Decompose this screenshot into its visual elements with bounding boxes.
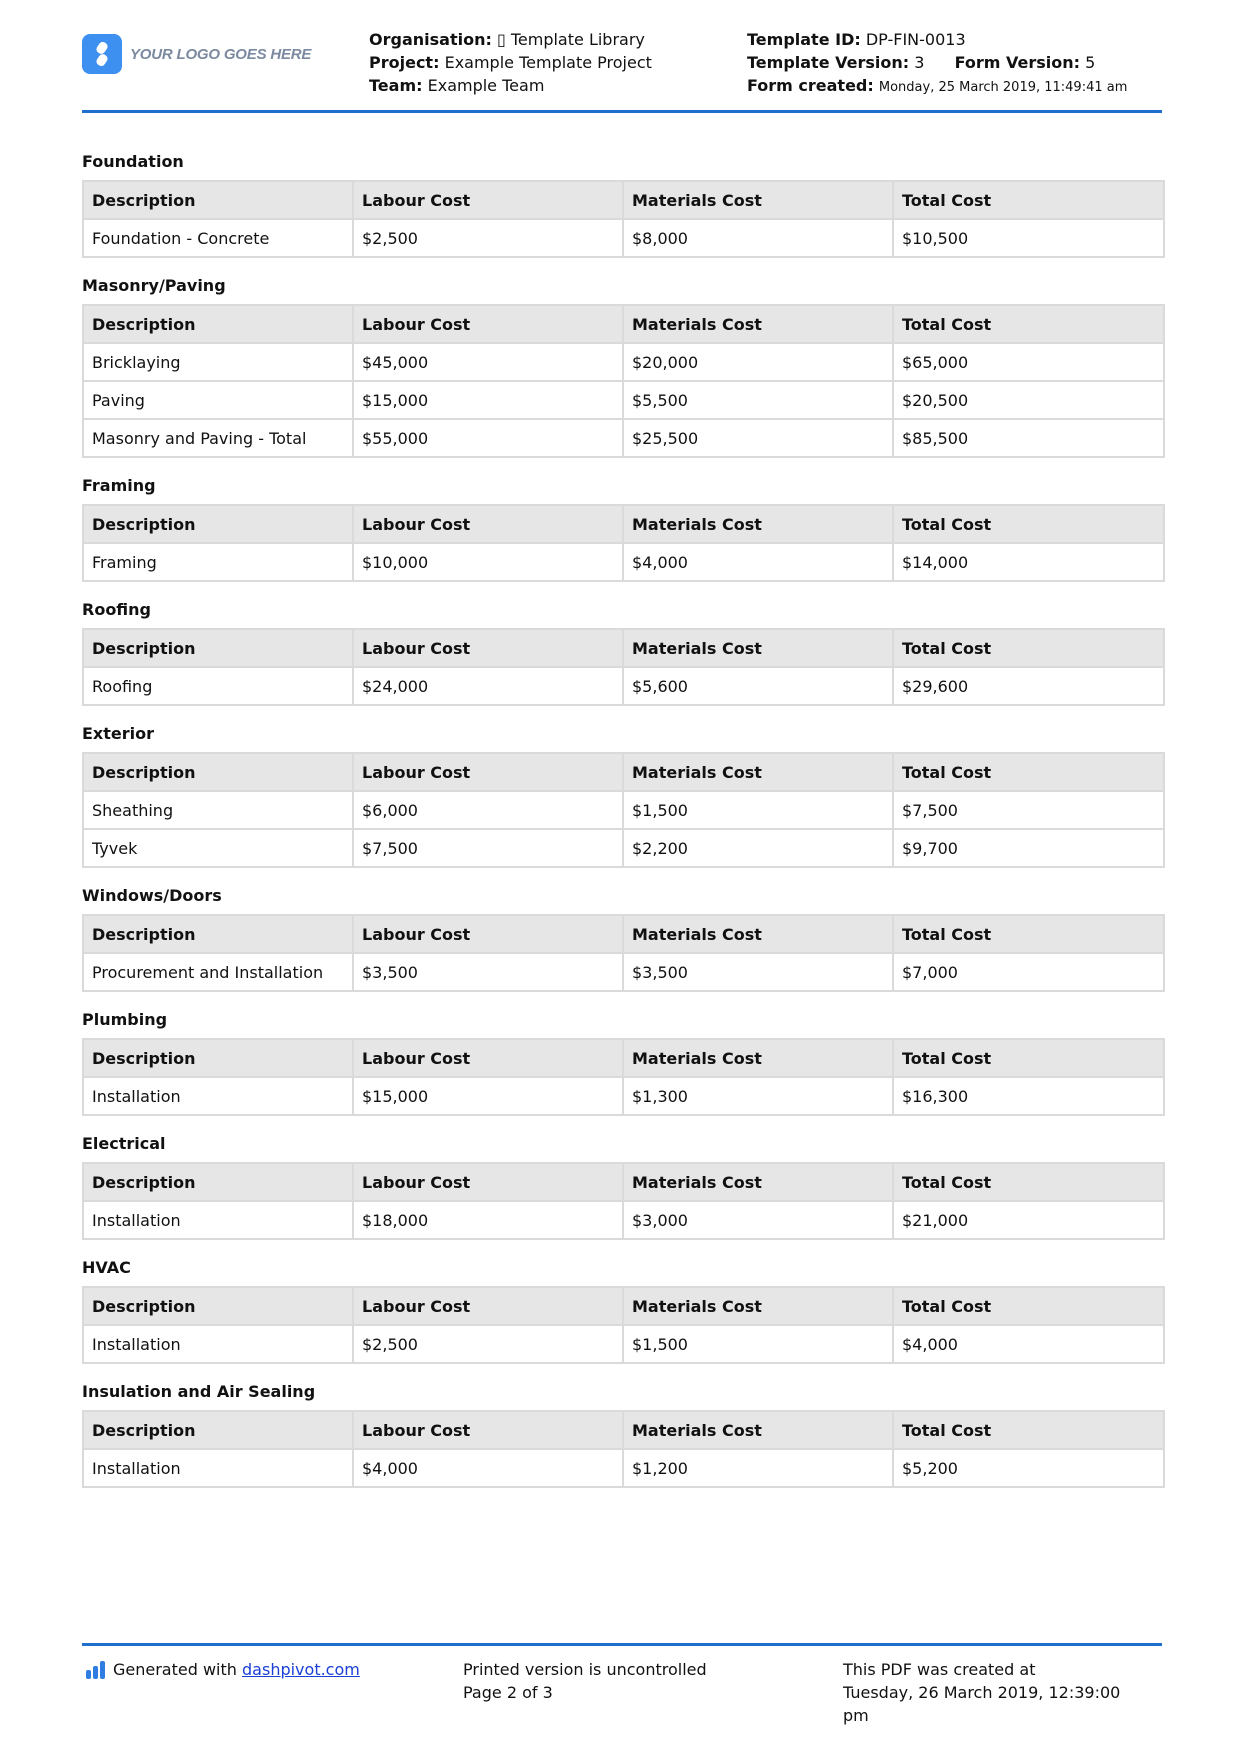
column-header-labour-cost: Labour Cost — [353, 1287, 623, 1325]
cell-labour-cost: $2,500 — [353, 219, 623, 257]
cell-labour-cost: $55,000 — [353, 419, 623, 457]
form-version-value: 5 — [1085, 53, 1096, 72]
cell-total-cost: $5,200 — [893, 1449, 1164, 1487]
cell-total-cost: $16,300 — [893, 1077, 1164, 1115]
cost-table — [82, 180, 1165, 258]
dashpivot-link[interactable]: dashpivot.com — [242, 1660, 360, 1679]
footer-created-info — [843, 1658, 1163, 1727]
cost-section — [82, 886, 1162, 992]
cell-materials-cost: $25,500 — [623, 419, 893, 457]
cell-total-cost: $10,500 — [893, 219, 1164, 257]
column-header-materials-cost: Materials Cost — [623, 1039, 893, 1077]
cost-sections — [82, 152, 1162, 1506]
cell-description: Framing — [83, 543, 353, 581]
uncontrolled-notice: Printed version is uncontrolled — [463, 1660, 707, 1679]
table-header-row — [83, 1287, 1164, 1325]
cell-total-cost: $85,500 — [893, 419, 1164, 457]
section-title: Insulation and Air Sealing — [82, 1382, 316, 1401]
cost-section — [82, 1010, 1162, 1116]
cost-section — [82, 600, 1162, 706]
cell-description: Installation — [83, 1077, 353, 1115]
logo-text: YOUR LOGO GOES HERE — [130, 45, 312, 63]
column-header-description: Description — [83, 305, 353, 343]
dashpivot-icon — [86, 1661, 105, 1679]
form-created-label: Form created: — [747, 76, 874, 95]
header-divider — [82, 110, 1162, 113]
table-row — [83, 419, 1164, 457]
table-row — [83, 381, 1164, 419]
table-header-row — [83, 505, 1164, 543]
created-line-1: This PDF was created at — [843, 1660, 1036, 1679]
cell-total-cost: $7,000 — [893, 953, 1164, 991]
cell-labour-cost: $2,500 — [353, 1325, 623, 1363]
cell-materials-cost: $1,500 — [623, 791, 893, 829]
organisation-value: ▯ Template Library — [496, 30, 645, 49]
column-header-total-cost: Total Cost — [893, 505, 1164, 543]
column-header-total-cost: Total Cost — [893, 1039, 1164, 1077]
column-header-description: Description — [83, 181, 353, 219]
created-line-2: Tuesday, 26 March 2019, 12:39:00 — [843, 1683, 1121, 1702]
section-title: Framing — [82, 476, 156, 495]
column-header-description: Description — [83, 1411, 353, 1449]
cost-section — [82, 1134, 1162, 1240]
cell-materials-cost: $1,300 — [623, 1077, 893, 1115]
column-header-total-cost: Total Cost — [893, 305, 1164, 343]
cell-labour-cost: $15,000 — [353, 1077, 623, 1115]
cost-table — [82, 752, 1165, 868]
cost-table — [82, 504, 1165, 582]
cell-materials-cost: $8,000 — [623, 219, 893, 257]
page-number: Page 2 of 3 — [463, 1683, 553, 1702]
cell-materials-cost: $1,200 — [623, 1449, 893, 1487]
section-title: Roofing — [82, 600, 152, 619]
column-header-labour-cost: Labour Cost — [353, 305, 623, 343]
cell-total-cost: $29,600 — [893, 667, 1164, 705]
cell-labour-cost: $24,000 — [353, 667, 623, 705]
cell-description: Paving — [83, 381, 353, 419]
cost-table — [82, 1038, 1165, 1116]
column-header-total-cost: Total Cost — [893, 1287, 1164, 1325]
table-header-row — [83, 915, 1164, 953]
header-meta-left — [369, 28, 652, 97]
table-row — [83, 1201, 1164, 1239]
cell-total-cost: $65,000 — [893, 343, 1164, 381]
cell-materials-cost: $3,000 — [623, 1201, 893, 1239]
column-header-materials-cost: Materials Cost — [623, 1411, 893, 1449]
cell-total-cost: $20,500 — [893, 381, 1164, 419]
section-title: Plumbing — [82, 1010, 168, 1029]
cell-total-cost: $7,500 — [893, 791, 1164, 829]
template-id-label: Template ID: — [747, 30, 861, 49]
footer-print-info — [463, 1658, 707, 1704]
column-header-materials-cost: Materials Cost — [623, 181, 893, 219]
project-label: Project: — [369, 53, 440, 72]
column-header-materials-cost: Materials Cost — [623, 505, 893, 543]
cell-labour-cost: $45,000 — [353, 343, 623, 381]
form-version-label: Form Version: — [954, 53, 1081, 72]
company-logo — [82, 34, 311, 74]
cell-total-cost: $21,000 — [893, 1201, 1164, 1239]
cell-materials-cost: $1,500 — [623, 1325, 893, 1363]
cost-section — [82, 1382, 1162, 1488]
column-header-description: Description — [83, 1163, 353, 1201]
column-header-labour-cost: Labour Cost — [353, 629, 623, 667]
cost-section — [82, 724, 1162, 868]
template-version-label: Template Version: — [747, 53, 910, 72]
cost-section — [82, 1258, 1162, 1364]
cost-table — [82, 914, 1165, 992]
section-title: Windows/Doors — [82, 886, 222, 905]
form-created-value: Monday, 25 March 2019, 11:49:41 am — [878, 80, 1128, 95]
cell-total-cost: $9,700 — [893, 829, 1164, 867]
table-row — [83, 543, 1164, 581]
section-title: Masonry/Paving — [82, 276, 226, 295]
project-value: Example Template Project — [444, 53, 652, 72]
cell-description: Installation — [83, 1449, 353, 1487]
template-version-value: 3 — [914, 53, 925, 72]
cost-section — [82, 476, 1162, 582]
cell-materials-cost: $5,500 — [623, 381, 893, 419]
cell-materials-cost: $20,000 — [623, 343, 893, 381]
column-header-labour-cost: Labour Cost — [353, 181, 623, 219]
cell-materials-cost: $2,200 — [623, 829, 893, 867]
cell-materials-cost: $5,600 — [623, 667, 893, 705]
cost-table — [82, 304, 1165, 458]
column-header-labour-cost: Labour Cost — [353, 1163, 623, 1201]
column-header-labour-cost: Labour Cost — [353, 1039, 623, 1077]
cell-labour-cost: $18,000 — [353, 1201, 623, 1239]
section-title: Exterior — [82, 724, 155, 743]
table-row — [83, 953, 1164, 991]
section-title: Foundation — [82, 152, 184, 171]
column-header-total-cost: Total Cost — [893, 753, 1164, 791]
cell-total-cost: $14,000 — [893, 543, 1164, 581]
table-row — [83, 1077, 1164, 1115]
logo-icon — [82, 34, 122, 74]
column-header-materials-cost: Materials Cost — [623, 915, 893, 953]
column-header-total-cost: Total Cost — [893, 1163, 1164, 1201]
footer-generated — [86, 1658, 360, 1681]
section-title: HVAC — [82, 1258, 131, 1277]
cell-description: Installation — [83, 1201, 353, 1239]
column-header-description: Description — [83, 753, 353, 791]
document-header — [82, 28, 1162, 112]
section-title: Electrical — [82, 1134, 166, 1153]
table-header-row — [83, 181, 1164, 219]
table-header-row — [83, 629, 1164, 667]
column-header-description: Description — [83, 629, 353, 667]
table-header-row — [83, 305, 1164, 343]
cell-description: Sheathing — [83, 791, 353, 829]
table-header-row — [83, 1039, 1164, 1077]
column-header-materials-cost: Materials Cost — [623, 1163, 893, 1201]
table-header-row — [83, 1411, 1164, 1449]
team-label: Team: — [369, 76, 423, 95]
cell-labour-cost: $10,000 — [353, 543, 623, 581]
table-header-row — [83, 753, 1164, 791]
team-value: Example Team — [427, 76, 545, 95]
cell-description: Procurement and Installation — [83, 953, 353, 991]
column-header-labour-cost: Labour Cost — [353, 915, 623, 953]
cell-description: Tyvek — [83, 829, 353, 867]
cost-section — [82, 276, 1162, 458]
cell-labour-cost: $3,500 — [353, 953, 623, 991]
column-header-materials-cost: Materials Cost — [623, 753, 893, 791]
cost-table — [82, 1162, 1165, 1240]
organisation-label: Organisation: — [369, 30, 492, 49]
column-header-materials-cost: Materials Cost — [623, 629, 893, 667]
cell-labour-cost: $6,000 — [353, 791, 623, 829]
table-header-row — [83, 1163, 1164, 1201]
cell-description: Installation — [83, 1325, 353, 1363]
table-row — [83, 1449, 1164, 1487]
cell-labour-cost: $4,000 — [353, 1449, 623, 1487]
column-header-description: Description — [83, 1039, 353, 1077]
cell-materials-cost: $3,500 — [623, 953, 893, 991]
column-header-total-cost: Total Cost — [893, 915, 1164, 953]
column-header-description: Description — [83, 505, 353, 543]
column-header-total-cost: Total Cost — [893, 1411, 1164, 1449]
footer-divider — [82, 1643, 1162, 1646]
cell-materials-cost: $4,000 — [623, 543, 893, 581]
cell-description: Foundation - Concrete — [83, 219, 353, 257]
created-line-3: pm — [843, 1706, 869, 1725]
table-row — [83, 343, 1164, 381]
column-header-description: Description — [83, 1287, 353, 1325]
template-id-value: DP-FIN-0013 — [865, 30, 966, 49]
cell-total-cost: $4,000 — [893, 1325, 1164, 1363]
table-row — [83, 1325, 1164, 1363]
column-header-labour-cost: Labour Cost — [353, 1411, 623, 1449]
table-row — [83, 219, 1164, 257]
column-header-total-cost: Total Cost — [893, 181, 1164, 219]
table-row — [83, 667, 1164, 705]
cell-description: Roofing — [83, 667, 353, 705]
cell-labour-cost: $15,000 — [353, 381, 623, 419]
generated-prefix: Generated with — [113, 1660, 237, 1679]
table-row — [83, 829, 1164, 867]
cost-table — [82, 628, 1165, 706]
cost-table — [82, 1410, 1165, 1488]
header-meta-right — [747, 28, 1127, 99]
column-header-materials-cost: Materials Cost — [623, 1287, 893, 1325]
cell-labour-cost: $7,500 — [353, 829, 623, 867]
column-header-labour-cost: Labour Cost — [353, 753, 623, 791]
cost-table — [82, 1286, 1165, 1364]
column-header-total-cost: Total Cost — [893, 629, 1164, 667]
cell-description: Bricklaying — [83, 343, 353, 381]
table-row — [83, 791, 1164, 829]
column-header-labour-cost: Labour Cost — [353, 505, 623, 543]
cost-section — [82, 152, 1162, 258]
cell-description: Masonry and Paving - Total — [83, 419, 353, 457]
column-header-description: Description — [83, 915, 353, 953]
column-header-materials-cost: Materials Cost — [623, 305, 893, 343]
